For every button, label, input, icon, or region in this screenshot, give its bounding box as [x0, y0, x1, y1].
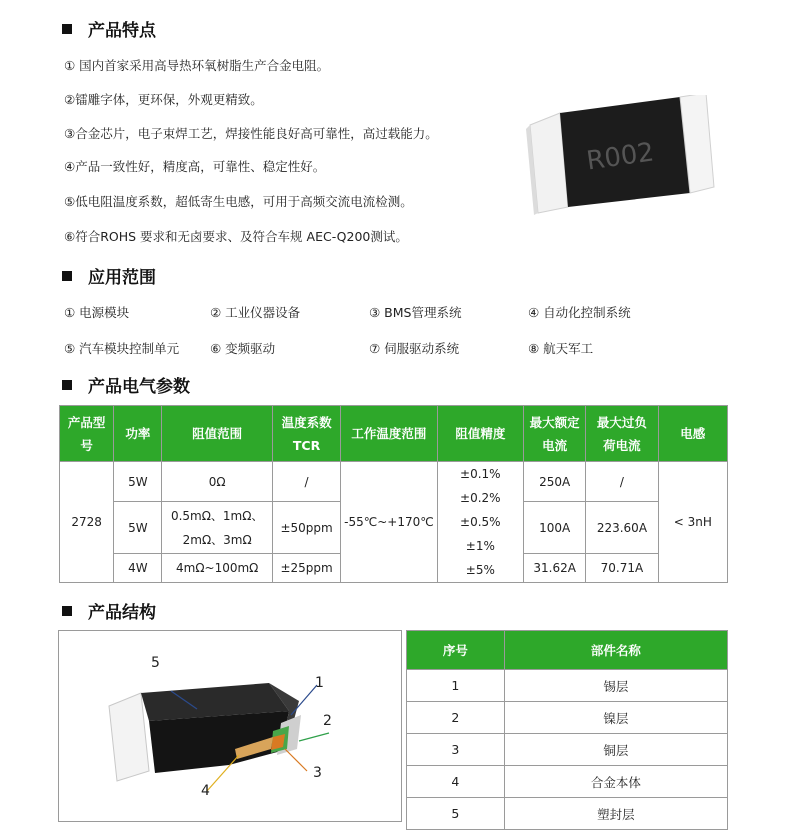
application-item: ③ BMS管理系统 — [369, 305, 462, 320]
cell-power: 4W — [114, 554, 162, 583]
cell-no: 3 — [407, 734, 505, 766]
parts-table — [406, 630, 728, 830]
chip-marking-label: R002 — [584, 137, 656, 177]
cell-inductance: < 3nH — [658, 462, 727, 583]
cell-part-name: 合金本体 — [504, 766, 727, 798]
application-item: ④ 自动化控制系统 — [528, 305, 631, 320]
header-tolerance: 阻值精度 — [437, 406, 523, 462]
cell-range: 0Ω — [162, 462, 272, 502]
cell-tolerance: ±0.1% ±0.2% ±0.5% ±1% ±5% — [437, 462, 523, 583]
cell-current: 100A — [524, 502, 586, 554]
feature-item: ⑥符合ROHS 要求和无卤要求、及符合车规 AEC-Q200测试。 — [64, 229, 408, 244]
cell-part-name: 锡层 — [504, 670, 727, 702]
cell-no: 2 — [407, 702, 505, 734]
application-item: ⑤ 汽车模块控制单元 — [64, 341, 180, 356]
table-row — [407, 766, 728, 798]
cell-current: 250A — [524, 462, 586, 502]
header-no: 序号 — [407, 631, 505, 670]
cell-current: 31.62A — [524, 554, 586, 583]
table-header-row — [407, 631, 728, 670]
cell-power: 5W — [114, 462, 162, 502]
bullet-square-icon — [62, 380, 72, 390]
bullet-square-icon — [62, 271, 72, 281]
table-row — [407, 734, 728, 766]
cell-no: 4 — [407, 766, 505, 798]
cell-model: 2728 — [60, 462, 114, 583]
application-item: ① 电源模块 — [64, 305, 130, 320]
application-item: ② 工业仪器设备 — [210, 305, 301, 320]
header-max-overload: 最大过负 荷电流 — [586, 406, 658, 462]
callout-5: 5 — [151, 655, 160, 671]
cell-power: 5W — [114, 502, 162, 554]
feature-item: ③合金芯片，电子束焊工艺，焊接性能良好高可靠性，高过载能力。 — [64, 126, 438, 141]
cell-no: 5 — [407, 798, 505, 830]
callout-3: 3 — [313, 765, 322, 781]
cell-tcr: ±25ppm — [272, 554, 340, 583]
cell-overload: 70.71A — [586, 554, 658, 583]
feature-item: ④产品一致性好，精度高，可靠性、稳定性好。 — [64, 159, 326, 174]
cell-tcr: / — [272, 462, 340, 502]
cell-range: 0.5mΩ、1mΩ、 2mΩ、3mΩ — [162, 502, 272, 554]
structure-diagram — [58, 630, 402, 822]
cell-temp: -55℃~+170℃ — [341, 462, 437, 583]
electrical-params-table — [59, 405, 728, 583]
header-range: 阻值范围 — [162, 406, 272, 462]
cell-part-name: 铜层 — [504, 734, 727, 766]
feature-item: ②镭雕字体，更环保，外观更精致。 — [64, 92, 263, 107]
feature-item: ① 国内首家采用高导热环氧树脂生产合金电阻。 — [64, 58, 330, 73]
callout-4: 4 — [201, 783, 210, 799]
feature-item: ⑤低电阻温度系数，超低寄生电感，可用于高频交流电流检测。 — [64, 194, 413, 209]
callout-2: 2 — [323, 713, 332, 729]
header-inductance: 电感 — [658, 406, 727, 462]
table-header-row — [60, 406, 728, 462]
table-row — [407, 798, 728, 830]
cell-no: 1 — [407, 670, 505, 702]
application-item: ⑧ 航天军工 — [528, 341, 594, 356]
applications-section-title: 应用范围 — [62, 263, 156, 288]
resistor-chip-image — [520, 95, 720, 225]
application-item: ⑥ 变频驱动 — [210, 341, 276, 356]
cell-part-name: 镍层 — [504, 702, 727, 734]
cell-tcr: ±50ppm — [272, 502, 340, 554]
header-tcr: 温度系数 TCR — [272, 406, 340, 462]
cell-overload: 223.60A — [586, 502, 658, 554]
header-part-name: 部件名称 — [504, 631, 727, 670]
callout-1: 1 — [315, 675, 324, 691]
table-row — [407, 670, 728, 702]
application-item: ⑦ 伺服驱动系统 — [369, 341, 460, 356]
cell-part-name: 塑封层 — [504, 798, 727, 830]
bullet-square-icon — [62, 24, 72, 34]
table-row — [407, 702, 728, 734]
header-power: 功率 — [114, 406, 162, 462]
bullet-square-icon — [62, 606, 72, 616]
header-max-current: 最大额定 电流 — [524, 406, 586, 462]
features-section-title: 产品特点 — [62, 16, 156, 41]
header-model: 产品型号 — [60, 406, 114, 462]
params-section-title: 产品电气参数 — [62, 372, 190, 397]
structure-section-title: 产品结构 — [62, 598, 156, 623]
cell-range: 4mΩ~100mΩ — [162, 554, 272, 583]
table-row — [60, 462, 728, 502]
header-temp: 工作温度范围 — [341, 406, 437, 462]
cell-overload: / — [586, 462, 658, 502]
